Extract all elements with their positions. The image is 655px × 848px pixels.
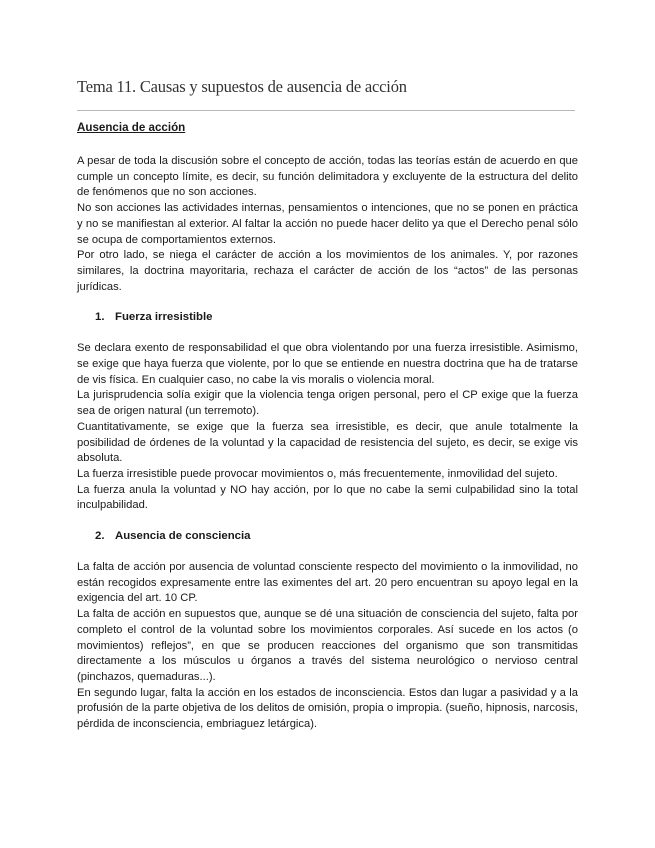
section-paragraph: La fuerza irresistible puede provocar movimientos o, más frecuentemente, inmovilidad del sujeto. [77,467,558,480]
subsection-number: 2. [95,530,105,543]
section-paragraph: En segundo lugar, falta la acción en los estados de inconsciencia. Estos dan lugar a pasividad y a la profusión de la parte objetiva de los delitos de omisión, propia o impropia. (sueño, hipnosis, narcosis, pérdida de inconsciencia, embriaguez letárgica). [77,686,578,731]
intro-paragraph: A pesar de toda la discusión sobre el concepto de acción, todas las teorías están de acuerdo en que cumple un concepto límite, es decir, su función delimitadora y excluyente de la estructura del delito de fenómenos que no son acciones. [77,155,578,199]
document-body [77,118,578,733]
section-paragraph: La falta de acción por ausencia de voluntad consciente respecto del movimiento o la inmovilidad, no están recogidos expresamente entre las eximentes del art. 20 pero encuentran su apoyo legal en la exigencia del art. 10 CP. [77,561,578,605]
subsection-heading-consciencia [77,527,578,545]
title-divider [77,110,575,111]
subsection-title: Ausencia de consciencia [115,530,251,543]
section-paragraph: La fuerza anula la voluntad y NO hay acción, por lo que no cabe la semi culpabilidad sino la total inculpabilidad. [77,483,578,512]
subsection-heading-fuerza [77,308,578,326]
subsection-number: 1. [95,311,105,324]
section-paragraph: Cuantitativamente, se exige que la fuerza sea irresistible, es decir, que anule totalmente la posibilidad de órdenes de la voluntad y la capacidad de resistencia del sujeto, es decir, se exige vis absoluta. [77,420,578,465]
section-paragraph: Se declara exento de responsabilidad el que obra violentando por una fuerza irresistible. Asimismo, se exige que haya fuerza que violente, por lo que se entiende en nuestra doctrina que ha de tratarse de vis física. En cualquier caso, no cabe la vis moralis o violencia moral. [77,342,578,386]
document-title: Tema 11. Causas y supuestos de ausencia de acción [77,77,407,96]
section-heading: Ausencia de acción [77,121,186,134]
section-paragraph: La jurisprudencia solía exigir que la violencia tenga origen personal, pero el CP exige que la fuerza sea de origen natural (un terremoto). [77,389,578,418]
intro-paragraph: No son acciones las actividades internas, pensamientos o intenciones, que no se ponen en práctica y no se manifiestan al exterior. Al faltar la acción no puede hacer delito ya que el Derecho penal sólo se ocupa de comportamientos externos. [77,202,578,246]
subsection-title: Fuerza irresistible [115,311,213,324]
section-paragraph: La falta de acción en supuestos que, aunque se dé una situación de consciencia del sujeto, falta por completo el control de la voluntad sobre los movimientos corporales. Así sucede en los actos (o movimientos) reflejos”, en que se producen reacciones del organismo que son transmitidas directamente a los músculos u órganos a través del sistema neurológico o nervioso central (pinchazos, quemaduras...). [77,608,578,683]
intro-paragraph: Por otro lado, se niega el carácter de acción a los movimientos de los animales. Y, por razones similares, la doctrina mayoritaria, rechaza el carácter de acción de los “actos” de las personas jurídicas. [77,249,578,293]
